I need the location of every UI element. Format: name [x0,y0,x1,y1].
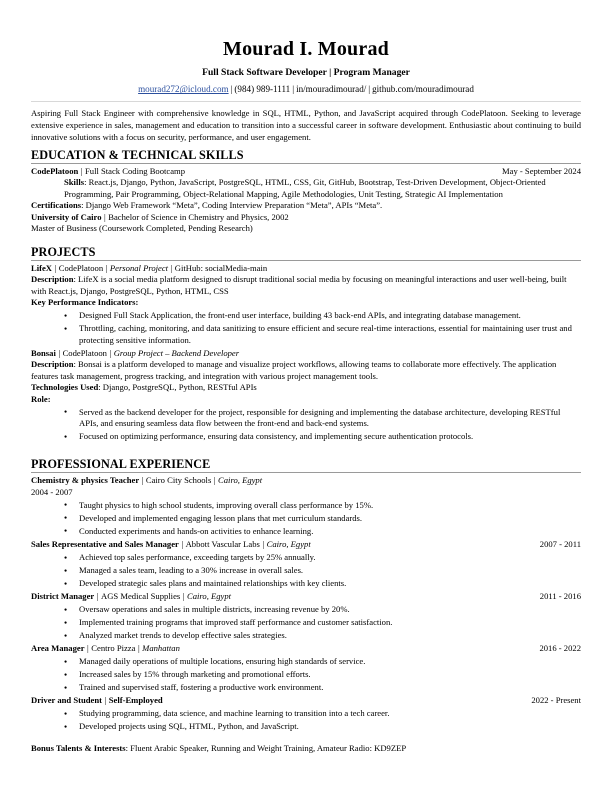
list-item: ● Implemented training programs that improved staff performance and customer satisfaction. [31,617,581,629]
bootcamp-program: Full Stack Coding Bootcamp [85,165,186,176]
contact-separator-3: | [368,84,371,95]
experience-bullet-list [31,500,581,538]
contact-line [31,83,581,95]
project-tech-colon: : [98,382,103,393]
experience-item [31,643,581,694]
job-dates: 2007 - 2011 [539,539,581,549]
skills-line [31,177,581,200]
header-divider [31,101,581,102]
project-org: CodePlatoon [58,262,104,273]
job-location: Cairo, Egypt [186,591,232,602]
project-description [31,359,581,382]
list-item: ● Managed a sales team, leading to a 30% increase in overall sales. [31,565,581,577]
list-item: ● Throttling, caching, monitoring, and data sanitizing to ensure efficient and secure real-time interactions, essential for maintaining user trust and protecting sensitive information. [31,323,581,346]
bonus-text: Fluent Arabic Speaker, Running and Weight Training, Amateur Radio: KD9ZEP [130,743,407,754]
project-heading [31,348,581,360]
experience-heading [31,695,581,707]
list-item: ● Developed projects using SQL, HTML, Python, and JavaScript. [31,721,581,733]
experience-item [31,591,581,642]
job-company: Cairo City Schools [145,475,212,486]
list-item: ● Designed Full Stack Application, the front-end user interface, building 43 back-end APIs, and integrating database management. [31,310,581,322]
certifications-line [31,200,581,212]
project-type: Group Project – Backend Developer [113,347,240,358]
section-title-experience: PROFESSIONAL EXPERIENCE [31,457,211,472]
project-description-colon: : [73,274,79,285]
list-item: ● Conducted experiments and hands-on activities to enhance learning. [31,526,581,538]
experience-heading [31,475,581,487]
project-org: CodePlatoon [62,347,107,358]
candidate-name: Mourad I. Mourad [223,38,389,60]
contact-separator-1: | [230,84,233,95]
project-item [31,348,581,443]
job-title: Sales Representative and Sales Manager [31,539,179,549]
project-name: Bonsai [31,347,56,358]
certifications-label: Certifications [31,200,82,211]
list-item: ● Increased sales by 15% through marketing and promotional efforts. [31,669,581,681]
section-title-education: EDUCATION & TECHNICAL SKILLS [31,147,244,162]
experience-bullet-list [31,708,581,733]
project-bullet-list [31,407,581,443]
project-pipe-3: | [170,262,173,273]
resume-header [31,36,581,95]
section-rule-education [31,163,581,164]
masters-line: Master of Business (Coursework Completed, Pending Research) [31,223,253,234]
project-pipe-1: | [58,347,61,358]
project-tech [31,382,581,394]
project-pipe-2: | [109,347,112,358]
project-type: Personal Project [109,262,169,273]
job-company: Self-Employed [108,695,163,706]
bonus-talents-line [31,743,581,755]
job-company: Centro Pizza [91,643,136,654]
skills-label: Skills [64,177,85,188]
skills-colon: : [84,177,89,188]
project-description-text: LifeX is a social media platform designed to disrupt traditional social media by focusing on meaningful interactions and user well-being, built with React.js, Django, PostgreSQL, Python, HTML, CSS [31,274,567,296]
job-title: District Manager [31,591,95,602]
job-company: AGS Medical Supplies [100,591,181,602]
project-bullet-list [31,310,581,346]
project-sub-label: Key Performance Indicators: [31,297,139,308]
job-pipe-1: | [181,539,184,549]
project-description-label: Description [31,274,74,285]
job-title: Chemistry & physics Teacher [31,475,140,486]
phone-text: (984) 989-1111 [234,84,291,95]
list-item: ● Taught physics to high school students, improving overall class performance by 15%. [31,500,581,512]
skills-text: React.js, Django, Python, JavaScript, PostgreSQL, HTML, CSS, Git, GitHub, Bootstrap, Test-Driven Development, Object-Oriented Programming, Pair Programming, Object-Relational Mapping, Agile Methodologies, Unit Testing, Strategic AI Implementation [64,177,546,199]
experience-bullet-list [31,604,581,642]
job-pipe-1: | [104,695,107,706]
university-pipe: | [104,211,106,222]
experience-heading [31,539,581,551]
university-degree: Bachelor of Science in Chemistry and Physics, 2002 [108,211,289,222]
github-text: github.com/mouradimourad [372,84,474,95]
project-tech-label: Technologies Used [31,382,99,393]
project-sub-label: Role: [31,393,51,404]
job-dates: 2016 - 2022 [539,643,581,654]
experience-heading [31,591,581,603]
experience-item [31,539,581,590]
bootcamp-school: CodePlatoon [31,165,79,176]
project-heading [31,263,581,275]
certifications-text: Django Web Framework “Meta”, Coding Interview Preparation “Meta”, APIs “Meta”. [85,200,383,211]
list-item: ● Managed daily operations of multiple locations, ensuring high standards of service. [31,656,581,668]
contact-separator-2: | [292,84,295,95]
bootcamp-dates: May - September 2024 [502,165,581,176]
job-location: Cairo, Egypt [218,475,263,486]
project-description-text: Bonsai is a platform developed to manage and visualize project workflows, allowing teams to collaborate more effectively. The application features task management, progress tracking, and integration with various project management tools. [31,359,557,381]
list-item: ● Achieved top sales performance, exceeding targets by 25% annually. [31,552,581,564]
bootcamp-pipe: | [80,165,83,176]
job-pipe-2: | [182,591,185,602]
project-repo: GitHub: socialMedia-main [174,262,268,273]
project-item [31,263,581,347]
job-pipe-2: | [137,643,140,654]
job-pipe-2: | [262,539,265,549]
job-pipe-1: | [96,591,99,602]
experience-heading [31,643,581,655]
bonus-label: Bonus Talents & Interests [31,743,126,754]
linkedin-text: in/mouradimourad/ [296,84,367,95]
project-description-label: Description [31,359,74,370]
list-item: ● Focused on optimizing performance, ensuring data consistency, and implementing secure authentication protocols. [31,431,581,443]
certifications-colon: : [81,200,86,211]
list-item: ● Trained and supervised staff, fostering a productive work environment. [31,682,581,694]
job-location: Cairo, Egypt [266,539,311,549]
university-name: University of Cairo [31,211,102,222]
section-rule-experience [31,472,581,473]
project-description [31,274,581,297]
job-company: Abbott Vascular Labs [185,539,260,549]
job-dates-below: 2004 - 2007 [31,486,73,497]
list-item: ● Developed strategic sales plans and maintained relationships with key clients. [31,578,581,590]
job-pipe-1: | [141,475,144,486]
education-bootcamp-row [31,166,581,178]
bonus-colon: : [125,743,131,754]
project-description-colon: : [73,359,79,370]
email-link[interactable]: mourad272@icloud.com [138,84,229,95]
project-tech-text: Django, PostgreSQL, Python, RESTful APIs [102,382,257,393]
project-pipe-1: | [54,262,57,273]
list-item: ● Served as the backend developer for the project, responsible for designing and implementing the database architecture, developing RESTful APIs, and ensuring seamless data flow between the front-end and back-end systems. [31,407,581,430]
section-rule-projects [31,260,581,261]
candidate-subtitle: Full Stack Software Developer | Program Manager [202,66,410,78]
job-title: Area Manager [31,643,85,654]
section-title-projects: PROJECTS [31,244,96,259]
job-title: Driver and Student [31,695,102,706]
job-pipe-2: | [213,475,216,486]
list-item: ● Studying programming, data science, and machine learning to transition into a tech career. [31,708,581,720]
job-location: Manhattan [142,643,180,654]
experience-bullet-list [31,552,581,590]
experience-item [31,475,581,537]
list-item: ● Oversaw operations and sales in multiple districts, increasing revenue by 20%. [31,604,581,616]
experience-bullet-list [31,656,581,694]
job-pipe-1: | [87,643,89,654]
list-item: ● Developed and implemented engaging lesson plans that met curriculum standards. [31,513,581,525]
list-item: ● Analyzed market trends to develop effective sales strategies. [31,630,581,642]
project-name: LifeX [31,262,53,273]
project-pipe-2: | [105,262,108,273]
job-dates: 2011 - 2016 [539,591,581,602]
job-dates: 2022 - Present [531,695,581,706]
experience-item [31,695,581,733]
university-line [31,212,581,224]
professional-summary: Aspiring Full Stack Engineer with comprehensive knowledge in SQL, HTML, Python, and JavaScript acquired through CodePlatoon. Seeking to leverage extensive experience in sales, management and education to transition into a successful career in software development. Enthusiastic about continuing to build innovative solutions with a focus on security, performance, and user engagement. [31,108,581,142]
